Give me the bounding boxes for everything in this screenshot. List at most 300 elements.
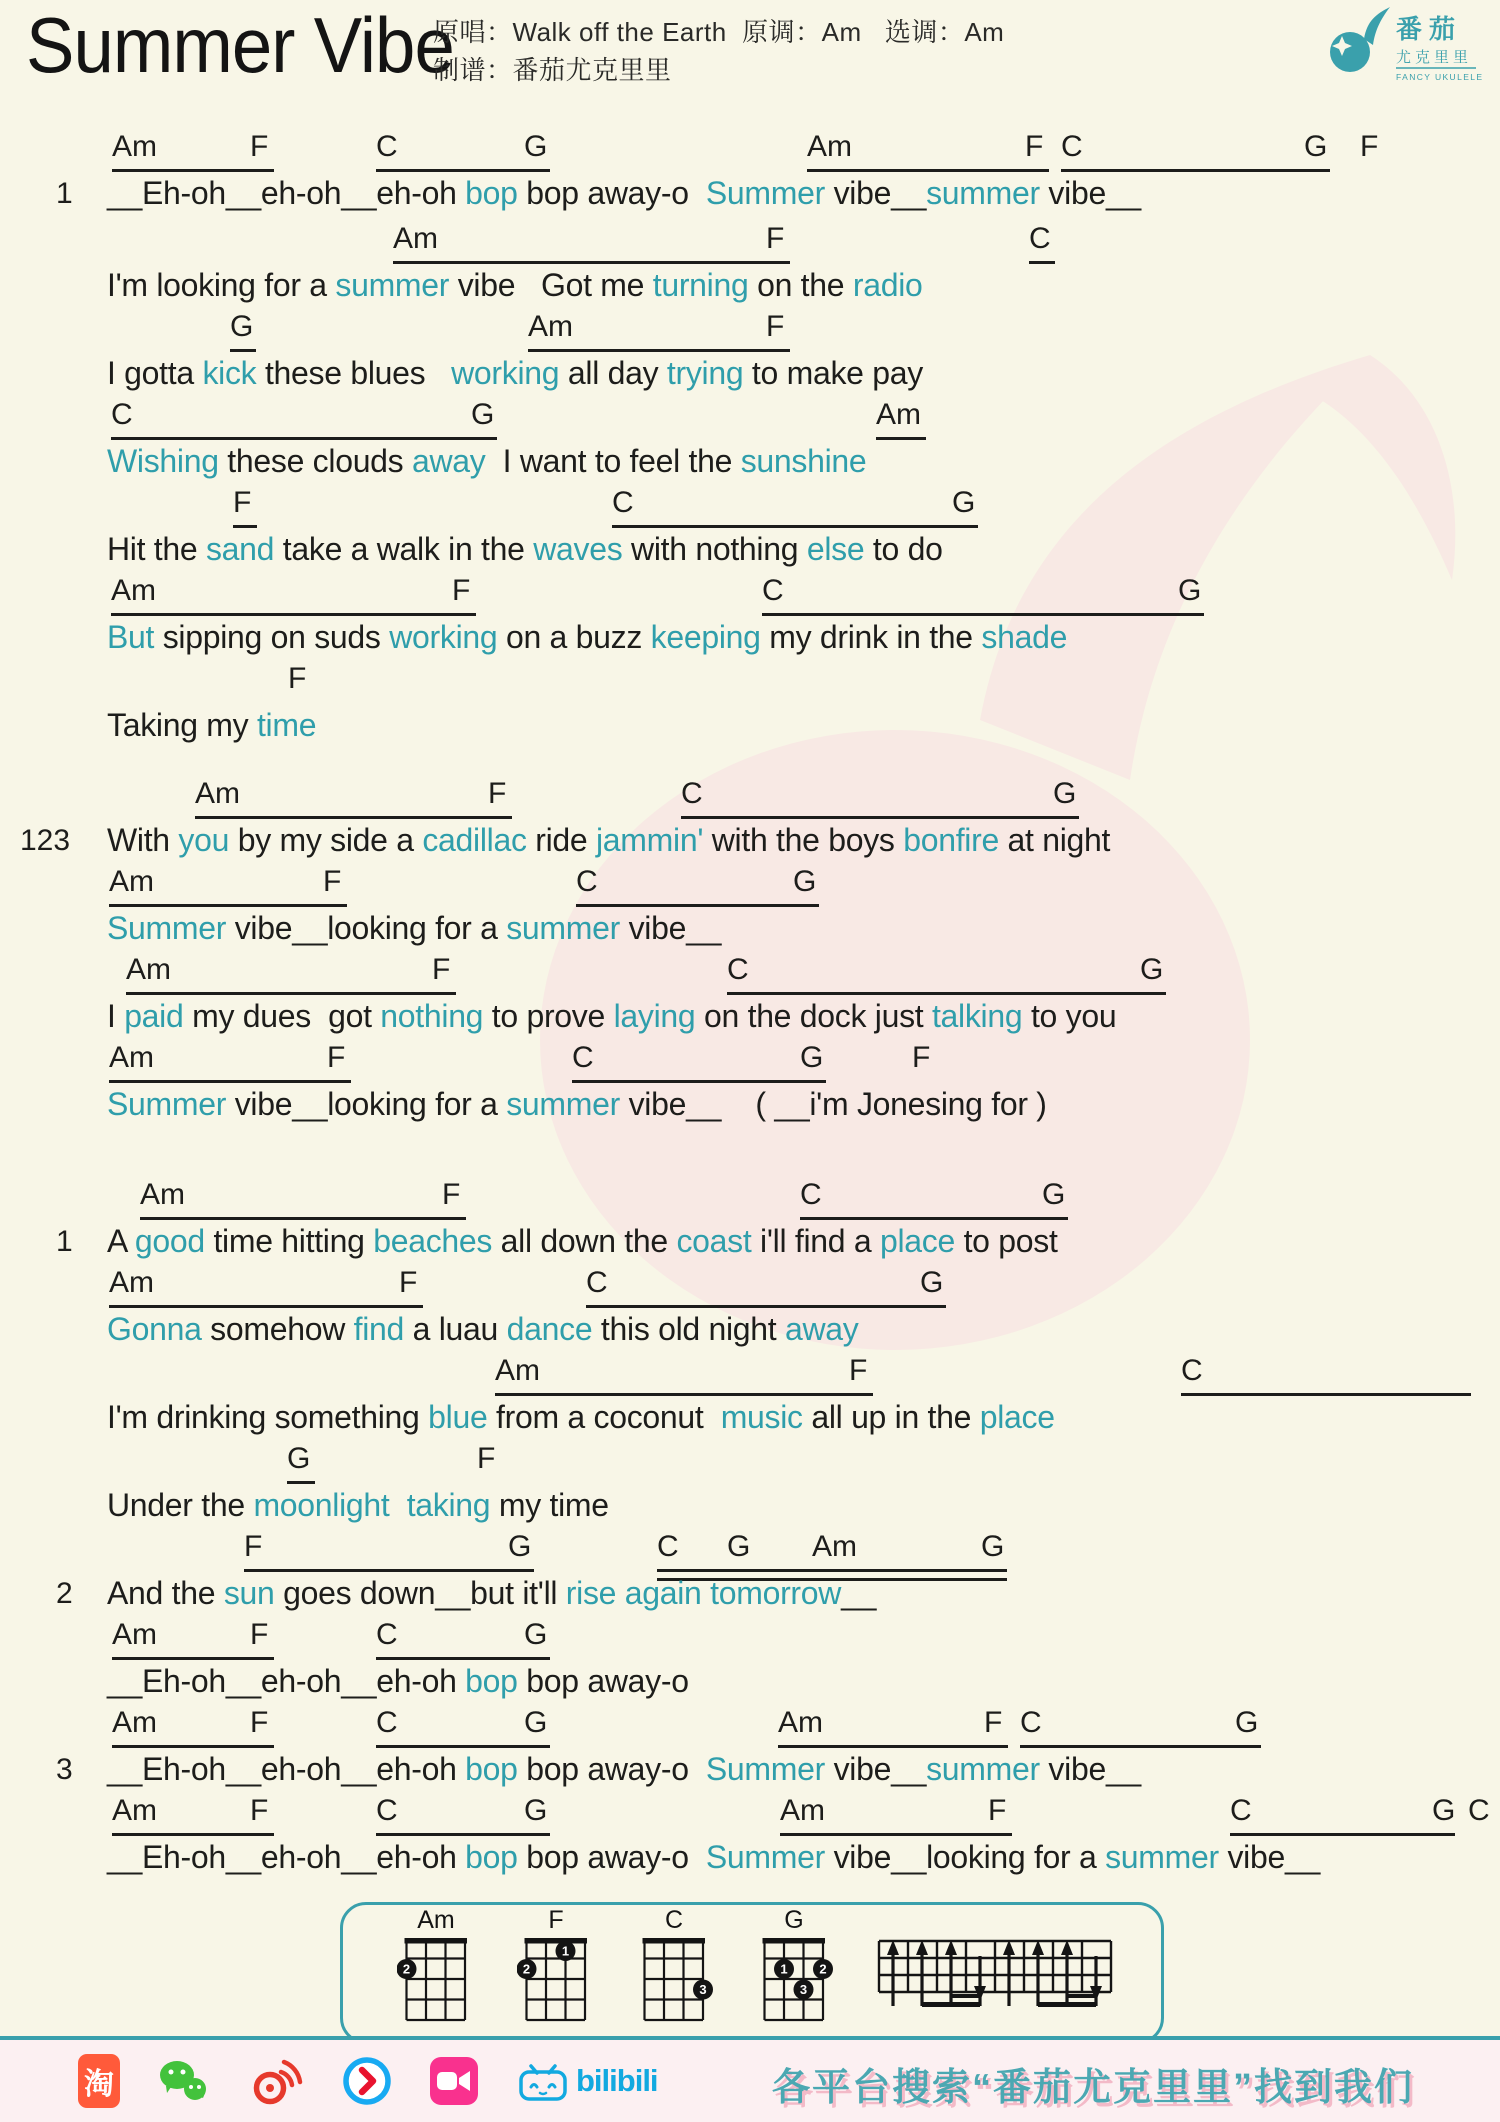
lyric-segment: vibe Got me [449, 267, 653, 303]
song-line [0, 865, 1500, 961]
chord-duration-underline [376, 1657, 550, 1660]
song-line [0, 130, 1500, 226]
chord-label: Am [112, 1794, 157, 1827]
chord-duration-underline [576, 904, 819, 907]
lyric-text [107, 1751, 1141, 1788]
lyric-segment: with the boys [703, 822, 904, 858]
lyric-segment: on the dock just [695, 998, 932, 1034]
lyric-segment: to post [954, 1223, 1058, 1259]
logo-cn-main: 番茄 [1396, 14, 1463, 44]
chord-label: F [988, 1794, 1007, 1827]
lyric-text [107, 355, 923, 392]
chord-label: C [1029, 222, 1051, 255]
lyric-text [107, 1311, 859, 1348]
chord-duration-underline [112, 1745, 274, 1748]
chord-duration-underline [1230, 1833, 1455, 1836]
lyric-highlight: find [353, 1311, 405, 1347]
song-line [0, 1794, 1500, 1890]
chord-label: F [327, 1041, 346, 1074]
chord-label: Am [111, 574, 156, 607]
lyric-segment: time hitting [204, 1223, 374, 1259]
chord-duration-underline [1020, 1745, 1261, 1748]
chord-label: Am [109, 865, 154, 898]
chord-label: F [288, 662, 307, 695]
bilibili-wordmark: bilibili [576, 2063, 658, 2098]
lyric-segment: to you [1022, 998, 1117, 1034]
lyric-highlight: paid [124, 998, 184, 1034]
chord-duration-underline [393, 261, 790, 264]
chord-label: Am [393, 222, 438, 255]
chord-label: F [477, 1442, 496, 1475]
lyric-segment: vibe__ [824, 1751, 927, 1787]
lyric-highlight: Summer [705, 1751, 825, 1787]
chord-label: G [1432, 1794, 1456, 1827]
chord-duration-underline [727, 992, 1166, 995]
song-info-line1: 原唱：Walk off the Earth 原调：Am 选调：Am [433, 17, 1005, 47]
lyric-highlight: summer [506, 910, 620, 946]
song-line [0, 777, 1500, 873]
chord-diagram-G [754, 1906, 834, 2037]
chord-label: F [1360, 130, 1379, 163]
chord-duration-underline [112, 169, 274, 172]
lyric-highlight: waves [533, 531, 623, 567]
lyric-highlight: bop [465, 175, 518, 211]
chord-label: F [984, 1706, 1003, 1739]
chord-label: C [612, 486, 634, 519]
chord-duration-underline [800, 1217, 1068, 1220]
chord-duration-underline [572, 1080, 826, 1083]
lyric-segment: Under the [107, 1487, 254, 1523]
chord-label: Am [195, 777, 240, 810]
lyric-segment: bop away-o [517, 1663, 689, 1699]
chord-duration-underline [109, 1305, 423, 1308]
chord-diagram-label: Am [417, 1906, 455, 1934]
chord-label: Am [112, 1618, 157, 1651]
footer-search-text: 各平台搜索“番茄尤克里里”找到我们 [772, 2067, 1415, 2109]
chord-label: G [524, 1618, 548, 1651]
lyric-highlight: But [107, 619, 155, 655]
lyric-text [107, 443, 866, 480]
song-line [0, 953, 1500, 1049]
lyric-text [107, 998, 1116, 1035]
lyric-segment: i'll find a [751, 1223, 880, 1259]
lyric-text [107, 1086, 1047, 1123]
chord-label: C [586, 1266, 608, 1299]
lyric-segment: all day [559, 355, 667, 391]
video-app-icon [430, 2057, 478, 2105]
lyric-highlight: you [178, 822, 230, 858]
lyric-highlight: dance [506, 1311, 593, 1347]
chord-duration-underline [376, 169, 550, 172]
chord-label: C [1061, 130, 1083, 163]
chord-duration-underline [495, 1393, 873, 1396]
lyric-highlight: beaches [373, 1223, 493, 1259]
lyric-highlight: blue [428, 1399, 488, 1435]
chord-label: F [1025, 130, 1044, 163]
song-line [0, 486, 1500, 582]
lyric-highlight: kick [202, 355, 257, 391]
chord-label: G [1140, 953, 1164, 986]
lyric-text [107, 822, 1110, 859]
lyric-text [107, 619, 1067, 656]
chord-duration-underline [109, 1080, 351, 1083]
chord-label: G [793, 865, 817, 898]
chord-duration-underline [780, 1833, 1012, 1836]
chord-duration-underline [681, 816, 1079, 819]
lyric-segment: on the [748, 267, 853, 303]
lyric-segment: bop away-o [517, 1839, 706, 1875]
chord-label: C [376, 1618, 398, 1651]
lyric-segment: Hit the [107, 531, 206, 567]
chord-duration-underline [233, 525, 257, 528]
lyric-segment: With [107, 822, 179, 858]
chord-duration-underline [126, 992, 456, 995]
chord-label: C [1468, 1794, 1490, 1827]
chord-label: G [1178, 574, 1202, 607]
lyric-highlight: working [451, 355, 560, 391]
chord-duration-underline [528, 349, 790, 352]
lyric-highlight: away [411, 443, 486, 479]
lyric-segment: my drink in the [760, 619, 982, 655]
lyric-highlight: Gonna [107, 1311, 202, 1347]
lyric-segment: bop away-o [517, 175, 706, 211]
lyric-highlight: music [720, 1399, 803, 1435]
lyric-segment: I [107, 998, 125, 1034]
lyric-segment: I gotta [107, 355, 203, 391]
lyric-segment: with nothing [622, 531, 807, 567]
chord-duration-underline [376, 1833, 550, 1836]
lyric-segment: ride [526, 822, 596, 858]
chord-label: G [524, 1794, 548, 1827]
song-line [0, 398, 1500, 494]
chord-duration-underline [195, 816, 512, 819]
lyric-segment: these clouds [218, 443, 412, 479]
lyric-highlight: summer [1105, 1839, 1219, 1875]
chord-label: F [233, 486, 252, 519]
lyric-segment: all up in the [802, 1399, 980, 1435]
lyric-text [107, 1575, 876, 1612]
chord-label: Am [876, 398, 921, 431]
lyric-text [107, 1399, 1055, 1436]
lyric-highlight: bonfire [903, 822, 999, 858]
lyric-segment: vibe__ ( __i'm Jonesing for ) [619, 1086, 1047, 1122]
lyric-segment: vibe__looking for a [226, 1086, 507, 1122]
chord-diagram-F [516, 1906, 596, 2037]
lyric-segment: __Eh-oh__eh-oh__eh-oh [107, 1839, 466, 1875]
song-line [0, 1041, 1500, 1137]
lyric-segment: at night [998, 822, 1111, 858]
chord-label: C [111, 398, 133, 431]
chord-diagram-label: C [664, 1906, 684, 1934]
chord-label: G [952, 486, 976, 519]
chord-label: Am [780, 1794, 825, 1827]
svg-text:2: 2 [522, 1961, 531, 1977]
lyric-segment: And the [107, 1575, 224, 1611]
wechat-icon [158, 2058, 210, 2104]
lyric-segment: I'm drinking something [107, 1399, 429, 1435]
lyric-segment [390, 1487, 407, 1523]
chord-label: C [800, 1178, 822, 1211]
chord-label: Am [528, 310, 573, 343]
chord-label: F [250, 130, 269, 163]
chord-label: G [800, 1041, 824, 1074]
lyric-segment: sipping on suds [154, 619, 390, 655]
lyric-segment: take a walk in the [274, 531, 534, 567]
lyric-segment: I'm looking for a [107, 267, 336, 303]
lyric-segment: a luau [404, 1311, 507, 1347]
logo-cn-sub: 尤克里里 [1396, 49, 1473, 66]
chord-label: C [1230, 1794, 1252, 1827]
lyric-segment: vibe__ [1039, 1751, 1141, 1787]
lyric-segment: A [107, 1223, 135, 1259]
lyric-highlight: Summer [705, 175, 825, 211]
chord-duration-underline [109, 904, 347, 907]
chord-label: Am [778, 1706, 823, 1739]
chord-label: G [920, 1266, 944, 1299]
chord-duration-underline [230, 349, 256, 352]
chord-label: G [508, 1530, 532, 1563]
lyric-text [107, 1663, 689, 1700]
chord-label: F [766, 222, 785, 255]
svg-text:2: 2 [402, 1961, 411, 1977]
lyric-segment: this old night [592, 1311, 785, 1347]
chord-label: F [250, 1706, 269, 1739]
chord-label: Am [112, 1706, 157, 1739]
lyric-highlight: sun [223, 1575, 275, 1611]
lyric-highlight: summer [335, 267, 450, 303]
song-line [0, 1442, 1500, 1538]
lyric-highlight: cadillac [422, 822, 527, 858]
lyric-highlight: else [806, 531, 865, 567]
lyric-highlight: trying [666, 355, 744, 391]
chord-label: F [399, 1266, 418, 1299]
chord-label: F [244, 1530, 263, 1563]
taobao-char: 淘 [84, 2068, 114, 2101]
chord-label: C [1020, 1706, 1042, 1739]
lyric-highlight: Wishing [107, 443, 219, 479]
weibo-icon [248, 2055, 304, 2107]
chord-label: G [981, 1530, 1005, 1563]
lyric-highlight: good [134, 1223, 205, 1259]
lyric-highlight: time [256, 707, 317, 743]
lyric-segment: from a coconut [487, 1399, 721, 1435]
lyric-highlight: summer [506, 1086, 620, 1122]
chord-diagram-label: F [548, 1906, 564, 1934]
chord-label: F [250, 1618, 269, 1651]
chord-label: G [1235, 1706, 1259, 1739]
svg-text:3: 3 [799, 1982, 808, 1997]
chord-label: C [657, 1530, 679, 1563]
song-line [0, 662, 1500, 758]
verse-marker: 1 [56, 1225, 73, 1258]
lyric-segment: by my side a [229, 822, 423, 858]
chord-duration-underline [1029, 261, 1055, 264]
lyric-highlight: coast [676, 1223, 752, 1259]
song-line [0, 1354, 1500, 1450]
song-line [0, 1618, 1500, 1714]
lyric-text [107, 1839, 1320, 1876]
song-line [0, 310, 1500, 406]
chord-diagram-label: G [784, 1906, 804, 1934]
lyric-highlight: place [979, 1399, 1055, 1435]
chord-duration-underline [244, 1569, 534, 1572]
chord-label: G [230, 310, 254, 343]
verse-marker: 1 [56, 177, 73, 210]
footer-social-icons [78, 2052, 658, 2110]
lyric-highlight: Summer [107, 910, 227, 946]
lyric-segment: bop away-o [517, 1751, 706, 1787]
lyric-highlight: Summer [107, 1086, 227, 1122]
chord-duration-underline [612, 525, 978, 528]
lyric-segment: these blues [256, 355, 452, 391]
fancy-ukulele-logo [1324, 4, 1486, 84]
chord-label: F [488, 777, 507, 810]
lyric-text [107, 910, 721, 947]
lyric-highlight: working [389, 619, 498, 655]
lyric-segment: to prove [483, 998, 614, 1034]
lyric-text [107, 707, 316, 744]
chord-label: G [287, 1442, 311, 1475]
song-line [0, 222, 1500, 318]
chord-label: G [727, 1530, 751, 1563]
chord-duration-underline [807, 169, 1049, 172]
song-line [0, 1706, 1500, 1802]
lyric-text [107, 1487, 609, 1524]
chord-label: F [452, 574, 471, 607]
chord-duration-underline [287, 1481, 315, 1484]
chord-label: G [524, 130, 548, 163]
chord-duration-underline [112, 1833, 274, 1836]
chord-label: Am [812, 1530, 857, 1563]
chord-label: C [681, 777, 703, 810]
lyric-text [107, 267, 923, 304]
lyric-segment: vibe__ [1039, 175, 1141, 211]
svg-text:1: 1 [561, 1943, 570, 1959]
lyric-highlight: jammin' [596, 822, 704, 858]
lyric-segment: somehow [201, 1311, 354, 1347]
chord-label: Am [140, 1178, 185, 1211]
lyric-segment: my dues got [183, 998, 381, 1034]
lyric-text [107, 175, 1141, 212]
lyric-segment: I want to feel the [485, 443, 741, 479]
lyric-highlight: nothing [380, 998, 484, 1034]
chord-label: Am [109, 1266, 154, 1299]
chord-duration-underline [376, 1745, 550, 1748]
chord-label: C [572, 1041, 594, 1074]
chord-duration-underline [778, 1745, 1008, 1748]
chord-diagram-Am [396, 1906, 476, 2037]
lyric-text [107, 531, 943, 568]
chord-label: G [1304, 130, 1328, 163]
lyric-segment: vibe__ [1218, 1839, 1320, 1875]
chord-label: Am [495, 1354, 540, 1387]
lyric-highlight: turning [652, 267, 749, 303]
song-line [0, 1178, 1500, 1274]
lyric-highlight: moonlight [253, 1487, 390, 1523]
lyric-segment: vibe__looking for a [824, 1839, 1106, 1875]
song-info-line2: 制谱：番茄尤克里里 [433, 55, 672, 85]
lyric-highlight: bop [465, 1751, 518, 1787]
chord-label: Am [109, 1041, 154, 1074]
verse-marker: 123 [20, 824, 71, 857]
chord-label: F [432, 953, 451, 986]
logo-en: FANCY UKULELE [1396, 72, 1484, 82]
lyric-segment: __Eh-oh__eh-oh__eh-oh [107, 1751, 466, 1787]
song-line [0, 1266, 1500, 1362]
lyric-text [107, 1223, 1058, 1260]
chord-label: F [250, 1794, 269, 1827]
lyric-highlight: bop [465, 1663, 518, 1699]
chord-label: G [524, 1706, 548, 1739]
lyric-segment: goes down__but it'll [274, 1575, 566, 1611]
chord-label: C [762, 574, 784, 607]
lyric-highlight: bop [465, 1839, 518, 1875]
lyric-segment: my time [490, 1487, 609, 1523]
lyric-segment: __ [841, 1575, 877, 1611]
chord-label: C [376, 1794, 398, 1827]
chord-label: G [471, 398, 495, 431]
lyric-segment: Taking my [107, 707, 257, 743]
chord-duration-underline [762, 613, 1204, 616]
svg-text:1: 1 [780, 1961, 788, 1977]
chord-label: C [376, 1706, 398, 1739]
chord-label: F [766, 310, 785, 343]
chord-duration-underline [1061, 169, 1330, 172]
lyric-highlight: talking [931, 998, 1023, 1034]
chord-label: G [1053, 777, 1077, 810]
chord-label: F [849, 1354, 868, 1387]
song-line [0, 1530, 1500, 1626]
lyric-highlight: keeping [650, 619, 761, 655]
svg-text:2: 2 [819, 1961, 827, 1977]
chord-duration-underline [1181, 1393, 1471, 1396]
lyric-segment: on a buzz [497, 619, 651, 655]
lyric-segment: vibe__ [619, 910, 722, 946]
song-title: Summer Vibe [26, 1, 454, 89]
lyric-highlight: radio [852, 267, 923, 303]
lyric-highlight: summer [926, 1751, 1040, 1787]
tomato-icon [1330, 32, 1370, 72]
chord-diagram-C [634, 1906, 714, 2037]
verse-marker: 3 [56, 1753, 73, 1786]
lyric-segment: to make pay [743, 355, 923, 391]
lyric-highlight: sunshine [740, 443, 867, 479]
lyric-highlight: taking [406, 1487, 491, 1523]
bilibili-tv-icon [516, 2060, 570, 2102]
lyric-highlight: away [784, 1311, 859, 1347]
lyric-segment: __Eh-oh__eh-oh__eh-oh [107, 175, 466, 211]
lyric-highlight: rise again tomorrow [565, 1575, 842, 1611]
verse-marker: 2 [56, 1577, 73, 1610]
svg-text:3: 3 [699, 1982, 707, 1997]
lyric-highlight: summer [926, 175, 1040, 211]
bilibili-logo [516, 2060, 658, 2102]
chord-label: F [912, 1041, 931, 1074]
lyric-segment: __Eh-oh__eh-oh__eh-oh [107, 1663, 466, 1699]
lyric-segment: all down the [492, 1223, 677, 1259]
chord-label: C [727, 953, 749, 986]
chord-label: Am [112, 130, 157, 163]
lyric-segment: to do [864, 531, 943, 567]
chord-duration-underline [111, 437, 497, 440]
chord-label: C [1181, 1354, 1203, 1387]
chord-duration-underline [876, 437, 926, 440]
lyric-highlight: laying [613, 998, 696, 1034]
lyric-highlight: sand [205, 531, 275, 567]
chord-label: G [1042, 1178, 1066, 1211]
taobao-icon [78, 2054, 120, 2108]
chord-label: F [442, 1178, 461, 1211]
